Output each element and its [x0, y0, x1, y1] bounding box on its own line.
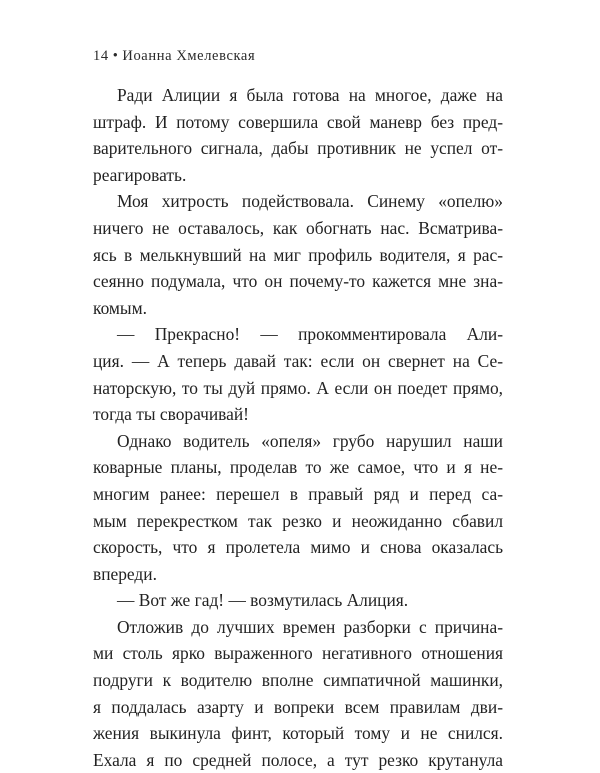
header-separator: •: [112, 48, 119, 64]
text-line: ми столь ярко выраженного негативного отношения: [93, 643, 503, 664]
text-line: ясь в мелькнувший на миг профиль водителя, я рас-: [93, 244, 503, 265]
text-line: подруги к водителю вполне симпатичной машинки,: [93, 670, 503, 691]
text-line: впереди.: [93, 563, 157, 584]
text-line: Отложив до лучших времен разборки с причина-: [117, 616, 503, 637]
text-line: я поддалась азарту и вопреки всем правилам дви-: [93, 696, 503, 717]
text-line: сеянно подумала, что он почему-то кажется мне зна-: [93, 271, 503, 292]
text-line: скорость, что я пролетела мимо и снова оказалась: [93, 537, 503, 558]
text-line: штраф. И потому совершила свой маневр без пред-: [93, 111, 503, 132]
page-number: 14: [93, 48, 109, 64]
text-line: варительного сигнала, дабы противник не успел от-: [93, 138, 503, 159]
running-header: [93, 48, 255, 65]
text-line: Ради Алиции я была готова на многое, даже на: [117, 85, 503, 105]
body-text: [93, 82, 503, 773]
text-line: многим ранее: перешел в правый ряд и перед са-: [93, 483, 503, 504]
text-line: наторскую, то ты дуй прямо. А если он поедет прямо,: [93, 377, 503, 398]
text-line: Моя хитрость подействовала. Синему «опелю»: [117, 191, 503, 212]
text-line: Ехала я по средней полосе, а тут резко крутанула: [93, 749, 503, 770]
text-line: ция. — А теперь давай так: если он свернет на Се-: [93, 350, 503, 371]
text-line: реагировать.: [93, 164, 187, 185]
text-line: тогда ты сворачивай!: [93, 404, 249, 425]
text-line: коварные планы, проделав то же самое, что и я не-: [93, 457, 503, 478]
text-line: — Вот же гад! — возмутилась Алиция.: [117, 590, 409, 611]
text-line: комым.: [93, 297, 147, 318]
text-line: Однако водитель «опеля» грубо нарушил наши: [117, 430, 503, 451]
text-line: ничего не оставалось, как обогнать нас. Всматрива-: [93, 217, 503, 238]
text-line: — Прекрасно! — прокомментировала Али-: [117, 324, 503, 345]
text-line: жения выкинула финт, который тому и не снился.: [93, 723, 503, 744]
author-name: Иоанна Хмелевская: [122, 48, 256, 64]
text-line: мым перекрестком так резко и неожиданно сбавил: [93, 510, 503, 531]
